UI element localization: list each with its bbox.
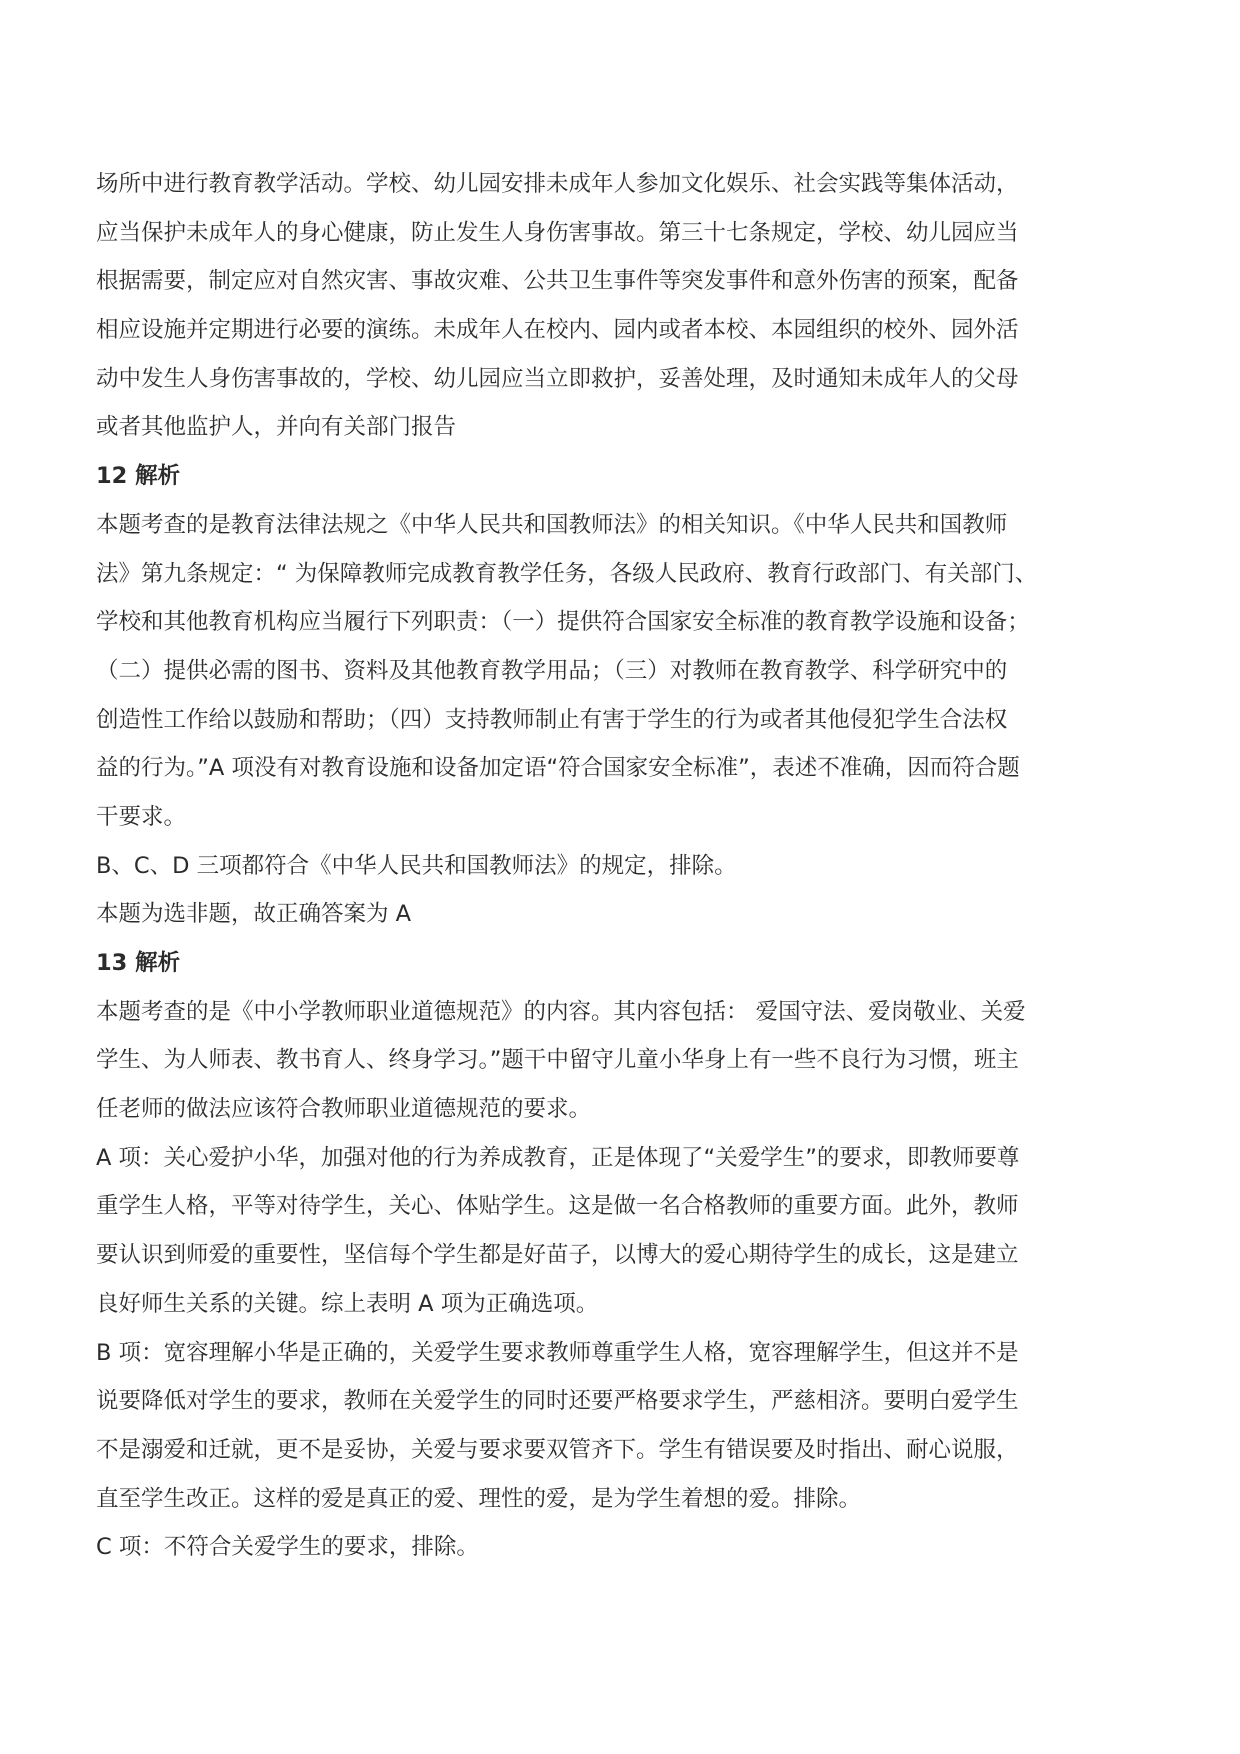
text-line: 法》第九条规定：“ 为保障教师完成教育教学任务，各级人民政府、教育行政部门、有关部门、 [96, 560, 1038, 587]
text-line: A 项：关心爱护小华，加强对他的行为养成教育，正是体现了“关爱学生”的要求，即教师要尊 [96, 1144, 1020, 1171]
text-line: 相应设施并定期进行必要的演练。未成年人在校内、园内或者本校、本园组织的校外、园外活 [96, 317, 1019, 344]
question-12-heading: 12 解析 [96, 463, 181, 490]
text-line: 说要降低对学生的要求，教师在关爱学生的同时还要严格要求学生，严慈相济。要明白爱学生 [96, 1388, 1019, 1415]
text-line: B、C、D 三项都符合《中华人民共和国教师法》的规定，排除。 [96, 852, 737, 879]
text-line: 不是溺爱和迁就，更不是妥协，关爱与要求要双管齐下。学生有错误要及时指出、耐心说服， [96, 1436, 1019, 1463]
text-line: （二）提供必需的图书、资料及其他教育教学用品；（三）对教师在教育教学、科学研究中的 [96, 657, 1008, 684]
text-line: 益的行为。”A 项没有对教育设施和设备加定语“符合国家安全标准”，表述不准确，因而符合题 [96, 755, 1020, 782]
text-line: 本题考查的是教育法律法规之《中华人民共和国教师法》的相关知识。《中华人民共和国教师 [96, 511, 1008, 538]
text-line: C 项：不符合关爱学生的要求，排除。 [96, 1534, 479, 1561]
text-line: 学校和其他教育机构应当履行下列职责：（一）提供符合国家安全标准的教育教学设施和设备； [96, 609, 1030, 636]
text-line: 直至学生改正。这样的爱是真正的爱、理性的爱，是为学生着想的爱。排除。 [96, 1485, 862, 1512]
text-line: 应当保护未成年人的身心健康，防止发生人身伤害事故。第三十七条规定，学校、幼儿园应当 [96, 219, 1019, 246]
text-line: 任老师的做法应该符合教师职业道德规范的要求。 [96, 1096, 592, 1123]
text-line: 要认识到师爱的重要性，坚信每个学生都是好苗子，以博大的爱心期待学生的成长，这是建立 [96, 1242, 1019, 1269]
text-line: 学生、为人师表、教书育人、终身学习。”题干中留守儿童小华身上有一些不良行为习惯，班主 [96, 1047, 1019, 1074]
text-line: 创造性工作给以鼓励和帮助；（四）支持教师制止有害于学生的行为或者其他侵犯学生合法权 [96, 706, 1008, 733]
text-line: 动中发生人身伤害事故的，学校、幼儿园应当立即救护，妥善处理，及时通知未成年人的父母 [96, 365, 1019, 392]
text-line: B 项：宽容理解小华是正确的，关爱学生要求教师尊重学生人格，宽容理解学生，但这并不是 [96, 1339, 1019, 1366]
text-line: 良好师生关系的关键。综上表明 A 项为正确选项。 [96, 1290, 599, 1317]
carryover-paragraph [96, 160, 1148, 452]
text-line: 本题考查的是《中小学教师职业道德规范》的内容。其内容包括： 爱国守法、爱岗敬业、关爱 [96, 998, 1026, 1025]
text-line: 根据需要，制定应对自然灾害、事故灾难、公共卫生事件等突发事件和意外伤害的预案，配备 [96, 268, 1019, 295]
question-13-section [96, 939, 1148, 1572]
question-13-heading: 13 解析 [96, 950, 181, 976]
document-body [96, 160, 1148, 1572]
text-line: 重学生人格，平等对待学生，关心、体贴学生。这是做一名合格教师的重要方面。此外，教师 [96, 1193, 1019, 1220]
text-line: 或者其他监护人，并向有关部门报告 [96, 414, 457, 441]
question-12-section [96, 452, 1148, 939]
text-line: 干要求。 [96, 803, 187, 830]
answer-line: 本题为选非题，故正确答案为 A [96, 901, 412, 928]
text-line: 场所中进行教育教学活动。学校、幼儿园安排未成年人参加文化娱乐、社会实践等集体活动， [96, 171, 1019, 197]
